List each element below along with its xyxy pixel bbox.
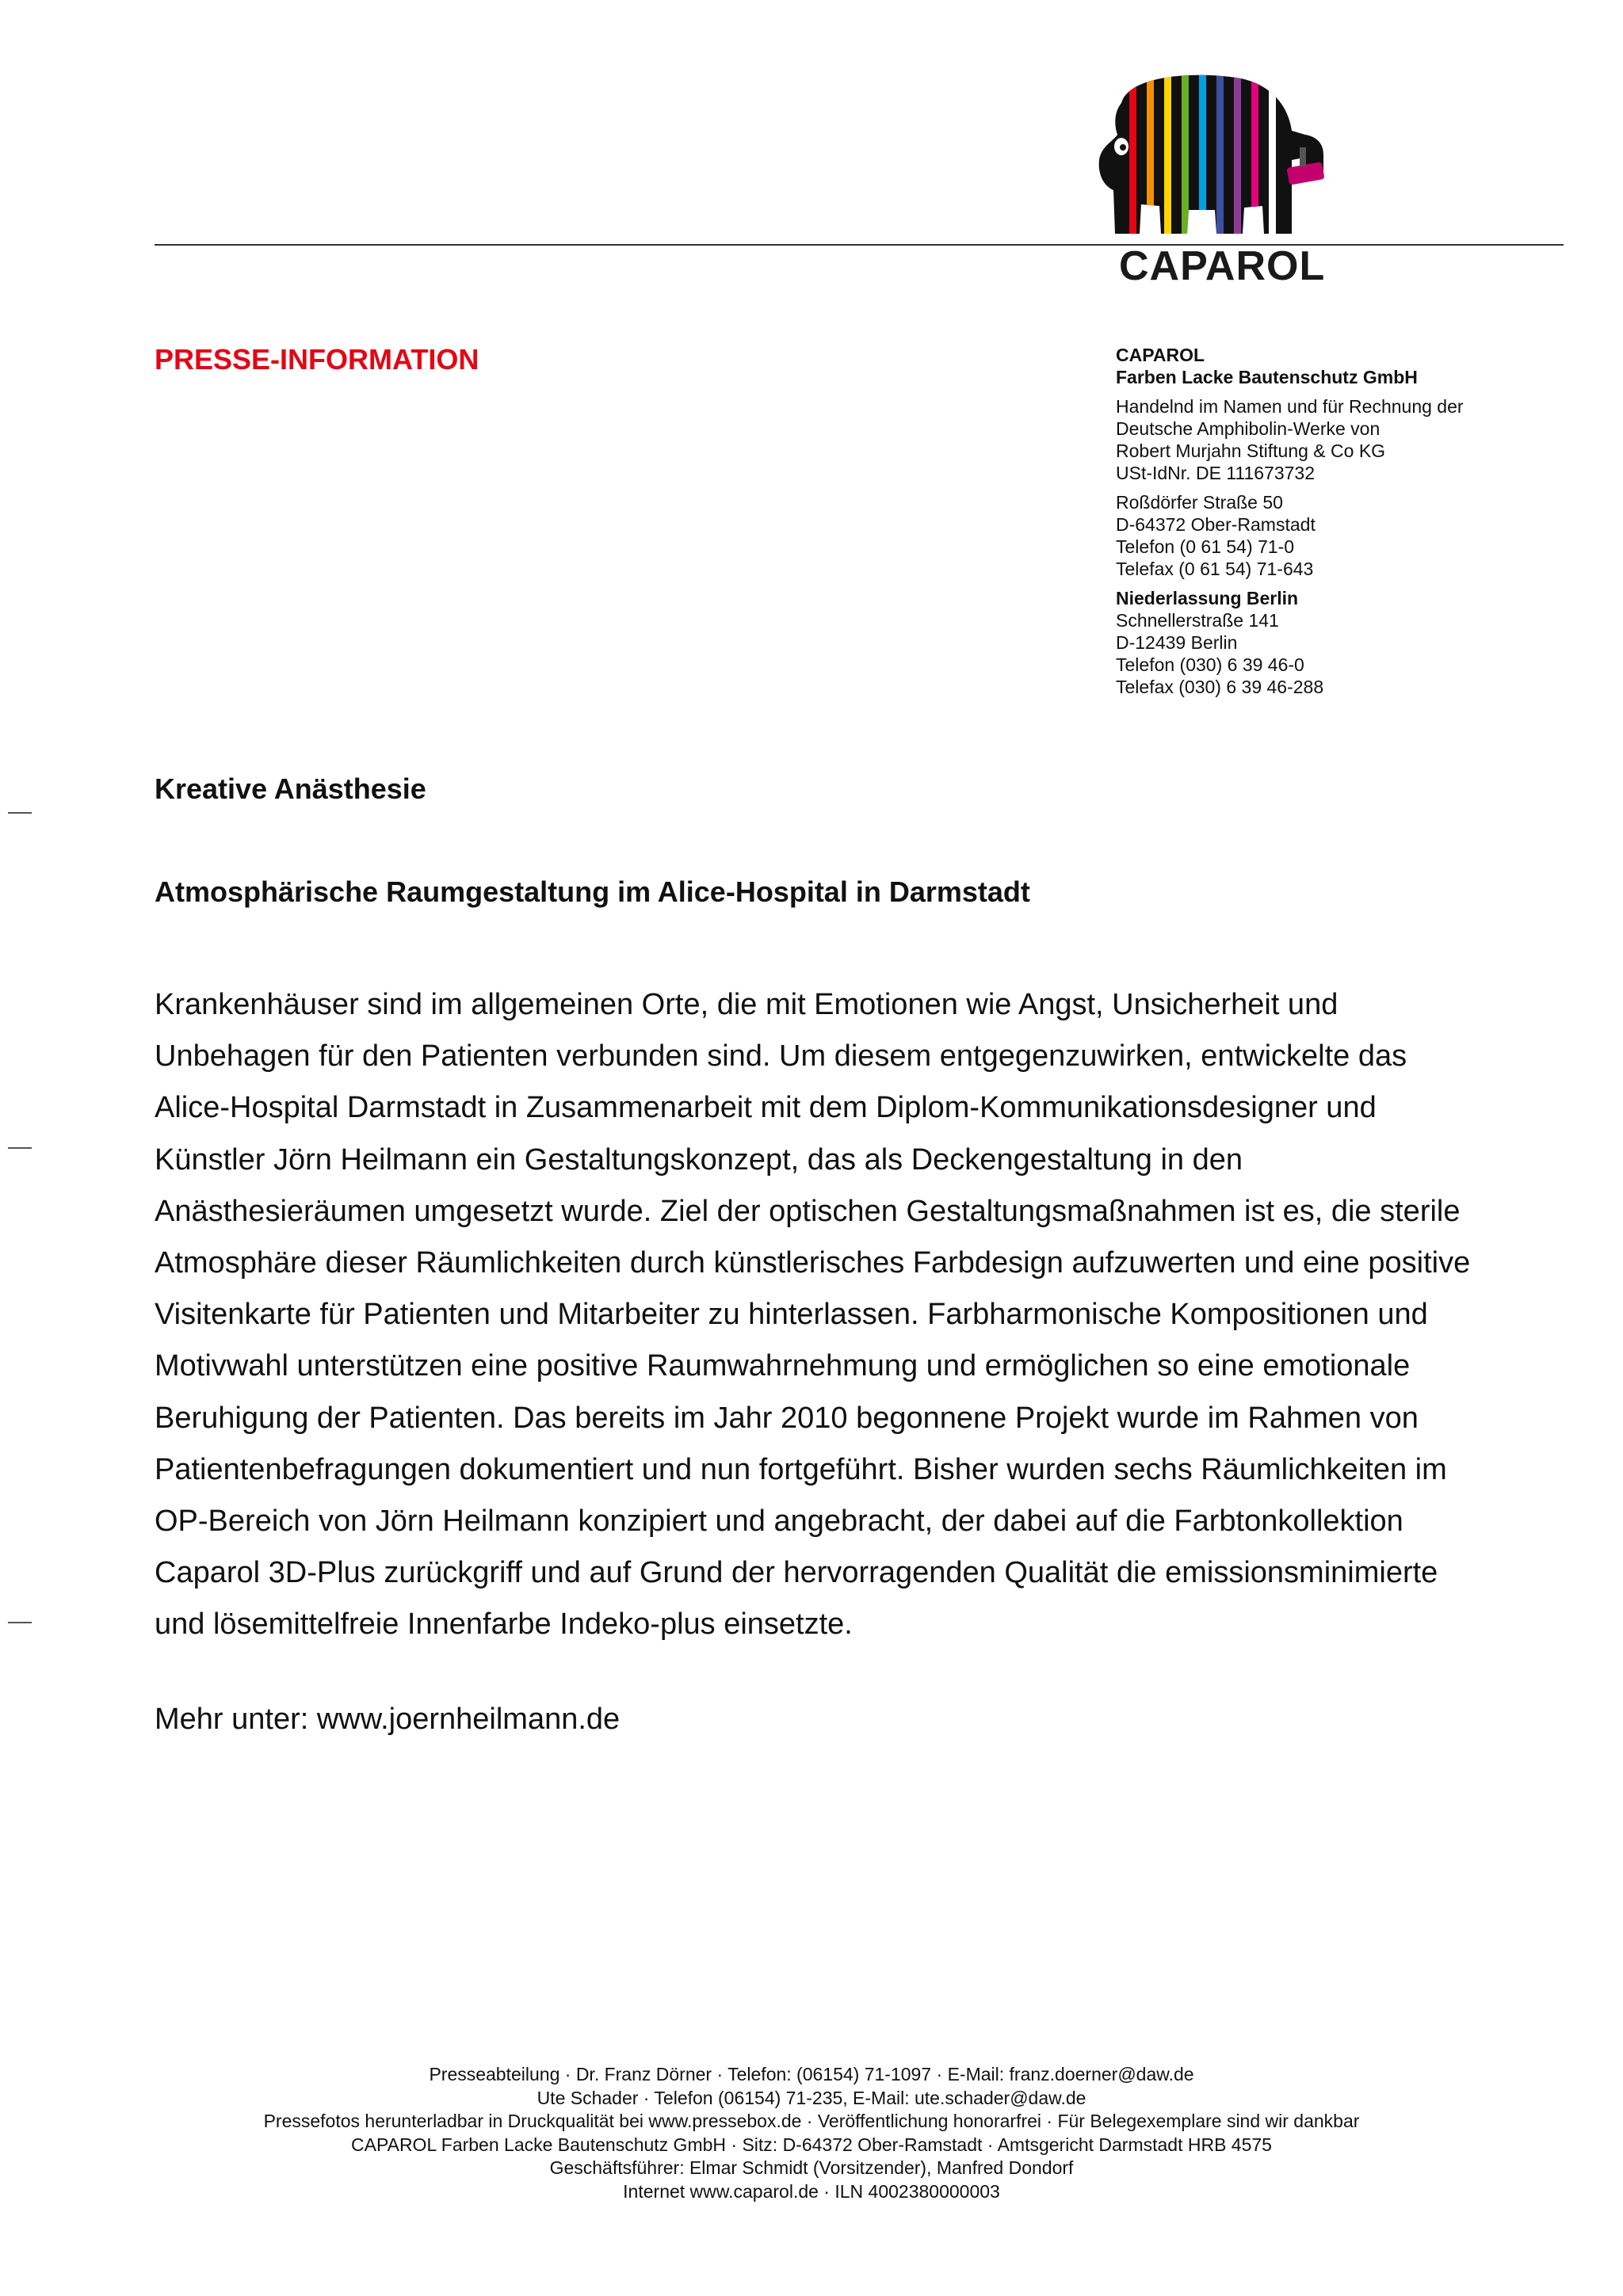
footer xyxy=(0,2063,1623,2203)
article-body xyxy=(155,979,1549,1651)
body-line: Visitenkarte für Patienten und Mitarbeiter zu hinterlassen. Farbharmonische Kompositionen und xyxy=(155,1298,1428,1332)
body-line: Anästhesieräumen umgesetzt wurde. Ziel der optischen Gestaltungsmaßnahmen ist es, die sterile xyxy=(155,1194,1461,1228)
branch-phone: Telefon (030) 6 39 46-0 xyxy=(1116,654,1304,675)
header-rule xyxy=(155,244,1564,246)
body-line: OP-Bereich von Jörn Heilmann konzipiert und angebracht, der dabei auf die Farbtonkollektion xyxy=(155,1505,1403,1539)
more-info-link[interactable]: Mehr unter: www.joernheilmann.de xyxy=(155,1703,621,1736)
footer-line: Pressefotos herunterladbar in Druckqualität bei www.pressebox.de · Veröffentlichung honorarfrei · Für Belegexemplare sind wir dankbar xyxy=(263,2111,1360,2131)
body-line: Atmosphäre dieser Räumlichkeiten durch künstlerisches Farbdesign aufzuwerten und eine positive xyxy=(155,1246,1471,1280)
fold-mark xyxy=(8,1622,32,1623)
press-information-label: PRESSE-INFORMATION xyxy=(155,343,479,376)
body-line: Patientenbefragungen dokumentiert und nun fortgeführt. Bisher wurden sechs Räumlichkeiten im xyxy=(155,1452,1447,1486)
fold-mark xyxy=(8,812,32,814)
body-line: Caparol 3D-Plus zurückgriff und auf Grund der hervorragenden Qualität die emissionsminimierte xyxy=(155,1556,1438,1590)
branch-fax: Telefax (030) 6 39 46-288 xyxy=(1116,677,1324,697)
fold-mark xyxy=(8,1147,32,1149)
body-line: Krankenhäuser sind im allgemeinen Orte, die mit Emotionen wie Angst, Unsicherheit und xyxy=(155,988,1338,1021)
body-line: Unbehagen für den Patienten verbunden sind. Um diesem entgegenzuwirken, entwickelte das xyxy=(155,1039,1407,1074)
phone: Telefon (0 61 54) 71-0 xyxy=(1116,536,1295,557)
body-line: Motivwahl unterstützen eine positive Raumwahrnehmung und ermöglichen so eine emotionale xyxy=(155,1349,1411,1383)
fax: Telefax (0 61 54) 71-643 xyxy=(1116,559,1314,579)
branch-street: Schnellerstraße 141 xyxy=(1116,610,1279,631)
footer-line: CAPAROL Farben Lacke Bautenschutz GmbH · Sitz: D-64372 Ober-Ramstadt · Amtsgericht Darmstadt HRB 4575 xyxy=(351,2134,1272,2155)
article-title: Kreative Anästhesie xyxy=(155,772,426,805)
agency-line: Deutsche Amphibolin-Werke von xyxy=(1116,418,1381,439)
body-line: Künstler Jörn Heilmann ein Gestaltungskonzept, das als Deckengestaltung in den xyxy=(155,1142,1243,1177)
footer-line: Internet www.caparol.de · ILN 4002380000003 xyxy=(623,2180,1000,2202)
footer-line: Presseabteilung · Dr. Franz Dörner · Telefon: (06154) 71-1097 · E-Mail: franz.doerner@daw.de xyxy=(429,2064,1194,2084)
logo-wordmark: CAPAROL xyxy=(1119,243,1326,289)
address-street: Roßdörfer Straße 50 xyxy=(1116,492,1283,513)
agency-line: Handelnd im Namen und für Rechnung der xyxy=(1116,396,1464,417)
article-subtitle: Atmosphärische Raumgestaltung im Alice-Hospital in Darmstadt xyxy=(155,875,1030,908)
vat-id: USt-IdNr. DE 111673732 xyxy=(1116,463,1316,483)
address-city: D-64372 Ober-Ramstadt xyxy=(1116,514,1316,535)
body-line: Alice-Hospital Darmstadt in Zusammenarbeit mit dem Diplom-Kommunikationsdesigner und xyxy=(155,1091,1377,1125)
agency-line: Robert Murjahn Stiftung & Co KG xyxy=(1116,441,1386,461)
company-info-block xyxy=(1116,344,1560,705)
footer-line: Geschäftsführer: Elmar Schmidt (Vorsitzender), Manfred Dondorf xyxy=(549,2157,1074,2178)
company-name: CAPAROL xyxy=(1116,345,1205,365)
branch-city: D-12439 Berlin xyxy=(1116,632,1238,653)
company-subtitle: Farben Lacke Bautenschutz GmbH xyxy=(1116,367,1418,387)
branch-title: Niederlassung Berlin xyxy=(1116,588,1299,608)
body-line: Beruhigung der Patienten. Das bereits im Jahr 2010 begonnene Projekt wurde im Rahmen von xyxy=(155,1401,1419,1435)
body-line: und lösemittelfreie Innenfarbe Indeko-plus einsetzte. xyxy=(155,1608,853,1642)
footer-line: Ute Schader · Telefon (06154) 71-235, E-Mail: ute.schader@daw.de xyxy=(537,2087,1086,2108)
